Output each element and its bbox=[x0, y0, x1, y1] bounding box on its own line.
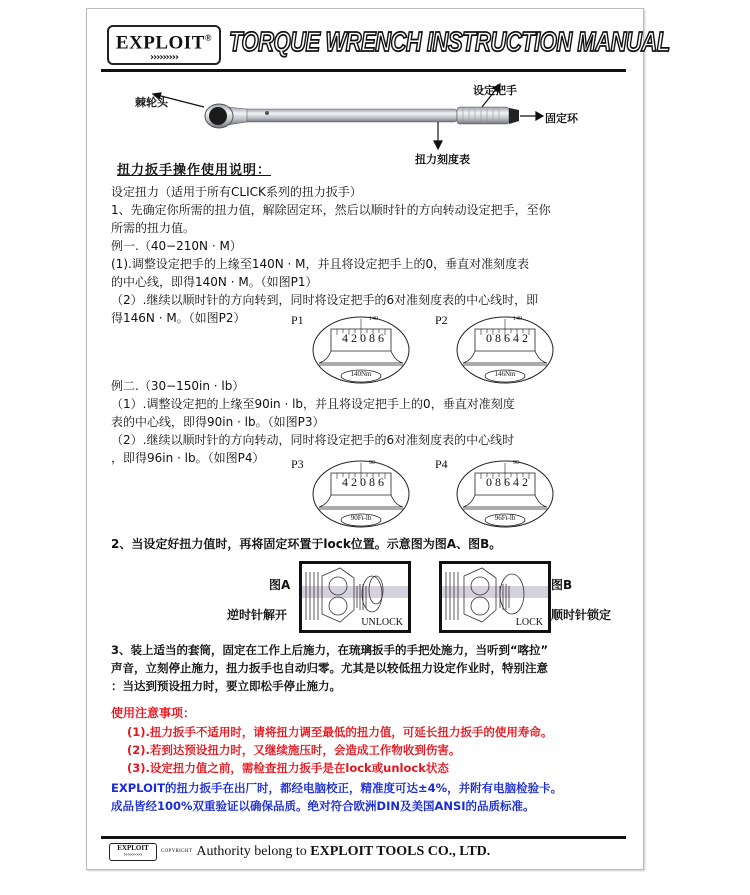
label-ratchet-head: 棘轮头 bbox=[135, 96, 168, 109]
dial-reading: 96Ft-lb bbox=[494, 514, 516, 522]
example1-p2-line2: 得146N · M。（如图P2） bbox=[111, 311, 246, 325]
note-item-2: (2).若到达预设扭力时，又继续施压时，会造成工作物收到伤害。 bbox=[127, 743, 461, 757]
label-lock-ring: 固定环 bbox=[545, 112, 578, 125]
note-item-1: (1).扭力扳手不适用时，请将扭力调至最低的扭力值，可延长扭力扳手的使用寿命。 bbox=[127, 725, 553, 739]
figure-b-caption: 顺时针锁定 bbox=[551, 608, 612, 622]
registered-mark: ® bbox=[204, 33, 213, 43]
step3-line2: 声音，立刻停止施力，扭力扳手也自动归零。尤其是以较低扭力设定作业时，特别注意 bbox=[111, 661, 548, 675]
company-name: EXPLOIT TOOLS CO., LTD. bbox=[310, 844, 491, 859]
step2-text: 2、当设定好扭力值时，再将固定环置于lock位置。示意图为图A、图B。 bbox=[111, 537, 502, 551]
lock-ring-knob bbox=[509, 108, 519, 124]
logo-chevrons: ››››››››› bbox=[149, 52, 179, 64]
dial-digits: 0 8 6 4 2 bbox=[486, 331, 528, 345]
example1-p1-line2: 的中心线，即得140N · M。（如图P1） bbox=[111, 275, 318, 289]
copyright-label: COPYRIGHT bbox=[161, 849, 193, 855]
dial-top-mark: 140 bbox=[513, 316, 522, 322]
dial-top-mark: 140 bbox=[369, 316, 378, 322]
step1-line1: 1、先确定你所需的扭力值，解除固定环，然后以顺时针的方向转动设定把手，至你 bbox=[111, 203, 551, 217]
dial-figure-label: P3 bbox=[291, 457, 304, 471]
dial-reading: 146Nm bbox=[494, 370, 516, 378]
manual-page bbox=[86, 8, 670, 870]
dial-figure-label: P2 bbox=[435, 313, 448, 327]
figure-a-label: 图A bbox=[269, 578, 291, 592]
section-heading: 扭力扳手操作使用说明： bbox=[117, 163, 272, 178]
notes-title: 使用注意事项： bbox=[111, 706, 196, 720]
dial-figure-p4 bbox=[437, 457, 557, 529]
exploit-logo bbox=[107, 25, 221, 65]
example2-p2-line2: ，即得96in · lb。（如图P4） bbox=[111, 451, 265, 465]
example2-title: 例二.（30−150in · lb） bbox=[111, 379, 245, 393]
wrench-shaft bbox=[237, 109, 457, 122]
manual-title: TORQUE WRENCH INSTRUCTION MANUAL bbox=[229, 26, 670, 58]
logo-brand-text: EXPLOIT bbox=[115, 32, 205, 54]
unlock-state-label: UNLOCK bbox=[361, 617, 403, 628]
step3-line1: 3、装上适当的套筒，固定在工作上后施力，在琉璃扳手的手把处施力，当听到“喀拉” bbox=[111, 643, 549, 657]
step1-line2: 所需的扭力值。 bbox=[111, 221, 196, 235]
dial-figure-p3 bbox=[293, 457, 413, 529]
dial-top-mark: 90 bbox=[369, 460, 375, 466]
header-divider bbox=[101, 69, 626, 72]
example1-p1-line1: (1).调整设定把手的上缘至140N · M，并且将设定把手上的0，垂直对准刻度表 bbox=[111, 257, 530, 271]
footer-logo bbox=[109, 843, 157, 861]
dial-figure-label: P1 bbox=[291, 313, 304, 327]
footer-logo-text: EXPLOIT bbox=[117, 844, 149, 852]
dial-top-mark: 90 bbox=[513, 460, 519, 466]
setting-handle-grip bbox=[457, 107, 509, 124]
dial-figure-label: P4 bbox=[435, 457, 448, 471]
lock-state-label: LOCK bbox=[515, 617, 543, 628]
figure-b-lock bbox=[439, 561, 551, 633]
dial-reading: 140Nm bbox=[350, 370, 372, 378]
figure-a-unlock bbox=[299, 561, 411, 633]
intro-text: 设定扭力（适用于所有CLICK系列的扭力扳手） bbox=[111, 185, 362, 199]
example1-p2-line1: （2）.继续以顺时针的方向转到，同时将设定把手的6对准刻度表的中心线时，即 bbox=[111, 293, 539, 307]
label-torque-scale: 扭力刻度表 bbox=[415, 153, 470, 166]
footer-divider bbox=[101, 836, 626, 839]
dial-reading: 90Ft-lb bbox=[350, 514, 372, 522]
example1-title: 例一.（40−210N · M） bbox=[111, 239, 242, 253]
step3-line3: ：当达到预设扭力时，要立即松手停止施力。 bbox=[111, 679, 341, 693]
quality-line1: EXPLOIT的扭力扳手在出厂时，都经电脑校正，精准度可达±4%，并附有电脑检验卡。 bbox=[111, 781, 563, 795]
dial-digits: 4 2 0 8 6 bbox=[342, 331, 384, 345]
example2-p1-line2: 表的中心线，即得90in · lb。（如图P3） bbox=[111, 415, 325, 429]
figure-b-label: 图B bbox=[551, 578, 573, 592]
note-item-3: (3).设定扭力值之前，需检查扭力扳手是在lock或unlock状态 bbox=[127, 761, 449, 775]
example2-p1-line1: （1）.调整设定把的上缘至90in · lb，并且将设定把手上的0，垂直对准刻度 bbox=[111, 397, 515, 411]
copyright-text: Authority belong to bbox=[196, 844, 311, 859]
example2-p2-line1: （2）.继续以顺时针的方向转动，同时将设定把手的6对准刻度表的中心线时 bbox=[111, 433, 515, 447]
label-setting-handle: 设定把手 bbox=[473, 84, 517, 97]
figure-a-caption: 逆时针解开 bbox=[227, 608, 288, 622]
quality-line2: 成品皆经100%双重验证以确保品质。绝对符合欧洲DIN及美国ANSI的品质标准。 bbox=[111, 799, 535, 813]
footer-copyright bbox=[161, 844, 490, 860]
footer-logo-chevrons: ››››››››› bbox=[123, 852, 143, 858]
dial-digits: 0 8 6 4 2 bbox=[486, 475, 528, 489]
dial-digits: 4 2 0 8 6 bbox=[342, 475, 384, 489]
dial-figure-p1 bbox=[293, 313, 413, 385]
dial-figure-p2 bbox=[437, 313, 557, 385]
